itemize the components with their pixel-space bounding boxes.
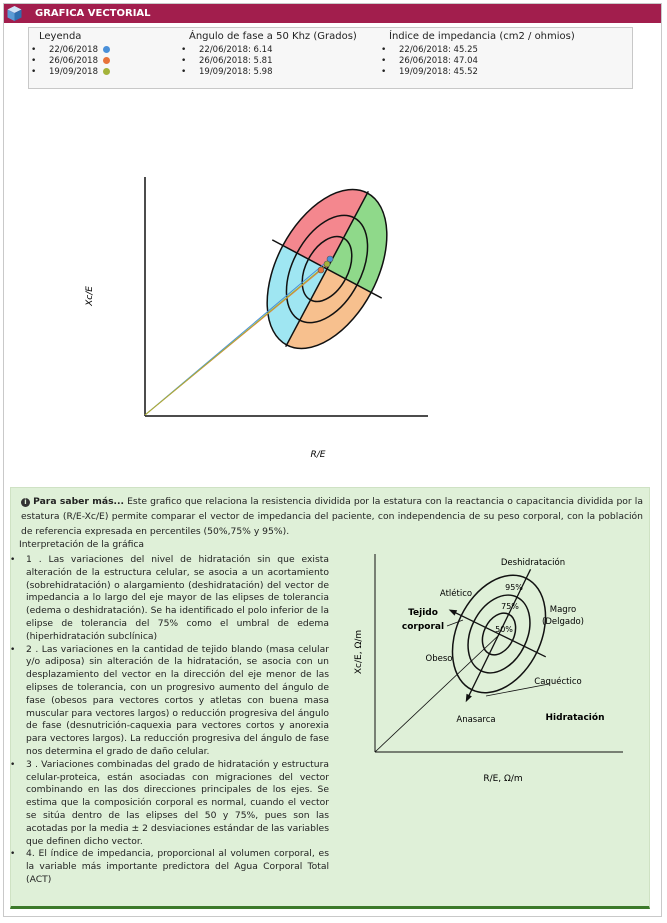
- fig-y-label: Xc/E, Ω/m: [354, 629, 364, 675]
- label-deshidratacion: Deshidratación: [500, 558, 566, 568]
- arrow-left-icon: [447, 607, 457, 616]
- impedance-item: • 26/06/2018: 47.04: [389, 56, 575, 67]
- label-obeso: Obeso: [425, 654, 453, 664]
- label-corporal: corporal: [401, 622, 445, 632]
- reference-figure: [353, 552, 643, 792]
- legend-date: 22/06/2018: [49, 45, 98, 55]
- info-intro: [21, 494, 643, 539]
- label-95: 95%: [505, 583, 523, 592]
- vector-point: [318, 267, 324, 273]
- label-hidratacion: Hidratación: [545, 713, 605, 723]
- label-tejido: Tejido: [408, 608, 438, 618]
- list-item: • 3 . Variaciones combinadas del grado de hidratación y estructura celular-proteica, están asociadas con migraciones del vector combinando en las dos direcciones principales de los ejes. Se estima que la composición corporal es normal, cuando el vector se sitúa dentro de las elipses del 50 y 75%, pues son las acotadas por la media ± 2 desviaciones estándar de las variables que definen dicho vector.: [11, 759, 329, 849]
- tolerance-ellipses: [228, 156, 427, 382]
- label-delgado: (Delgado): [542, 617, 584, 627]
- label-anasarca: Anasarca: [456, 715, 496, 725]
- impedance-header: Índice de impedancia (cm2 / ohmios): [389, 31, 575, 42]
- list-item: • 1 . Las variaciones del nivel de hidratación sin que exista alteración de la estructura celular, se asocia a un acortamiento (sobrehidratación) o alargamiento (deshidratación) del vector de impedancia a lo largo del eje mayor de las elipses de tolerancia (edema o deshidratación). Se ha identificado el polo inferior de la elipse de tolerancia del 75% como el umbral de edema (hiperhidratación subclínica): [11, 554, 329, 644]
- legend-date: 19/09/2018: [49, 67, 98, 77]
- label-caquectico: Caquéctico: [534, 677, 582, 687]
- phase-item: • 22/06/2018: 6.14: [189, 45, 357, 56]
- y-axis-label: Xc/E: [85, 286, 95, 306]
- fig-minor-axis: [452, 611, 545, 657]
- list-item: • 4. El índice de impedancia, proporcional al volumen corporal, es la variable más importante predictora del Agua Corporal Total (ACT): [11, 848, 329, 886]
- phase-header: Ángulo de fase a 50 Khz (Grados): [189, 31, 357, 42]
- x-axis-label: R/E: [310, 450, 326, 460]
- phase-item: • 19/09/2018: 5.98: [189, 67, 357, 78]
- fig-x-label: R/E, Ω/m: [483, 774, 523, 784]
- info-intro-bold: Para saber más...: [33, 496, 125, 507]
- legend-date: 26/06/2018: [49, 56, 98, 66]
- label-atletico: Atlético: [439, 589, 473, 599]
- legend-header: Leyenda: [39, 31, 82, 42]
- vector-point: [324, 261, 330, 267]
- impedance-item: • 22/06/2018: 45.25: [389, 45, 575, 56]
- label-50: 50%: [495, 625, 513, 634]
- interpretation-list: [11, 554, 329, 887]
- list-item: • 2 . Las variaciones en la cantidad de tejido blando (masa celular y/o adiposa) sin alteración de la hidratación, se asocia con un desplazamiento del vector en la dirección del eje menor de las elipses de tolerancia, con un progresivo aumento del ángulo de fase (obesos para vectores cortos y atletas con buena masa muscular para vectores largos) o reducción progresiva del ángulo de fase (desnutrición-caquexia para vectores cortos y anorexia para vectores largos). La reducción progresiva del ángulo de fase nos determina el grado de daño celular.: [11, 644, 329, 759]
- label-75: 75%: [501, 602, 519, 611]
- info-circle-icon: i: [21, 498, 30, 507]
- arrow-down-icon: [463, 694, 472, 704]
- phase-item: • 26/06/2018: 5.81: [189, 56, 357, 67]
- impedance-item: • 19/09/2018: 45.52: [389, 67, 575, 78]
- interpretation-title: Interpretación de la gráfica: [19, 539, 145, 550]
- label-magro: Magro: [549, 605, 577, 615]
- panel-title: GRAFICA VECTORIAL: [35, 8, 151, 19]
- info-intro-text: Este grafico que relaciona la resistencia dividida por la estatura con la reactancia o capacitancia dividida por la estatura (R/E-Xc/E) permite comparar el vector de impedancia del paciente, con independencia de su peso corporal, con la población de referencia expresada en percentiles (50%,75% y 95%).: [21, 496, 643, 537]
- tejido-pointer: [447, 620, 463, 626]
